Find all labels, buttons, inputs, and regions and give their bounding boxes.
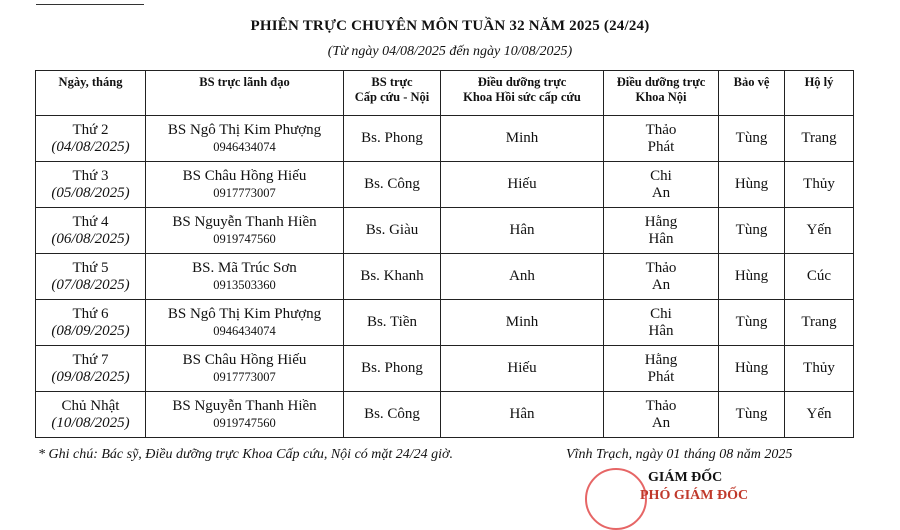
internal-nurse-name-1: Hằng [644, 351, 678, 368]
column-header-line1: Điều dưỡng trực [616, 75, 706, 89]
internal-nurse-name-1: Chi [650, 167, 672, 184]
internal-nurse-name-1: Thảo [645, 259, 677, 276]
icu-nurse-cell [441, 392, 604, 438]
internal-nurse-cell [604, 162, 719, 208]
internal-nurse-name-2: Phát [647, 138, 675, 155]
table-row [36, 208, 854, 254]
table-row [36, 162, 854, 208]
internal-nurse-name-2: Hân [648, 322, 674, 339]
column-header-line1: Hộ lý [804, 75, 834, 89]
date-label: (06/08/2025) [51, 230, 130, 247]
er-doctor-name: Bs. Khanh [360, 268, 424, 284]
orderly-name: Trang [801, 314, 837, 330]
icu-nurse-cell [441, 208, 604, 254]
guard-name: Hùng [734, 360, 769, 376]
leader-doctor-cell [146, 254, 344, 300]
leader-doctor-name: BS Ngô Thị Kim Phượng [167, 305, 322, 322]
internal-nurse-cell [604, 116, 719, 162]
icu-nurse-cell [441, 116, 604, 162]
er-doctor-name: Bs. Công [364, 406, 420, 422]
weekday-label: Chủ Nhật [61, 397, 120, 414]
date-label: (05/08/2025) [51, 184, 130, 201]
guard-cell [719, 208, 785, 254]
orderly-name: Thủy [803, 360, 835, 376]
column-header-line1: BS trực lãnh đạo [199, 75, 290, 89]
er-doctor-cell [344, 346, 441, 392]
table-row [36, 254, 854, 300]
leader-doctor-cell [146, 116, 344, 162]
leader-doctor-phone: 0919747560 [213, 415, 276, 430]
guard-cell [719, 346, 785, 392]
table-header-row [36, 71, 854, 116]
orderly-cell [785, 392, 854, 438]
internal-nurse-name-1: Hằng [644, 213, 678, 230]
place-date: Vĩnh Trạch, ngày 01 tháng 08 năm 2025 [566, 447, 793, 462]
icu-nurse-cell [441, 346, 604, 392]
column-header-line2: Khoa Hồi sức cấp cứu [463, 90, 581, 104]
orderly-cell [785, 346, 854, 392]
table-row [36, 346, 854, 392]
column-header [36, 71, 146, 116]
top-left-field-line [36, 0, 144, 5]
column-header-line1: Ngày, tháng [58, 75, 123, 89]
guard-name: Hùng [734, 268, 769, 284]
internal-nurse-name-1: Chi [650, 305, 672, 322]
internal-nurse-name-1: Thảo [645, 397, 677, 414]
column-header [146, 71, 344, 116]
table-row [36, 392, 854, 438]
er-doctor-name: Bs. Công [364, 176, 420, 192]
weekday-label: Thứ 3 [72, 167, 109, 184]
column-header [604, 71, 719, 116]
guard-cell [719, 254, 785, 300]
guard-name: Tùng [735, 406, 768, 422]
orderly-name: Thủy [803, 176, 835, 192]
er-doctor-name: Bs. Tiền [366, 314, 418, 330]
icu-nurse-name: Hiếu [507, 176, 537, 192]
internal-nurse-name-1: Thảo [645, 121, 677, 138]
page-subtitle: (Từ ngày 04/08/2025 đến ngày 10/08/2025) [327, 44, 573, 59]
er-doctor-cell [344, 208, 441, 254]
table-row [36, 300, 854, 346]
internal-nurse-name-2: An [651, 276, 671, 293]
orderly-cell [785, 162, 854, 208]
icu-nurse-name: Anh [509, 268, 535, 284]
signature-subtitle: PHÓ GIÁM ĐỐC [640, 488, 749, 503]
er-doctor-name: Bs. Phong [361, 360, 423, 376]
column-header-line2: Khoa Nội [635, 90, 687, 104]
leader-doctor-cell [146, 392, 344, 438]
er-doctor-cell [344, 254, 441, 300]
guard-cell [719, 162, 785, 208]
column-header [719, 71, 785, 116]
weekday-label: Thứ 4 [72, 213, 109, 230]
leader-doctor-phone: 0917773007 [213, 369, 276, 384]
leader-doctor-cell [146, 300, 344, 346]
date-cell [36, 254, 146, 300]
internal-nurse-cell [604, 392, 719, 438]
orderly-cell [785, 208, 854, 254]
guard-name: Hùng [734, 176, 769, 192]
internal-nurse-name-2: Phát [647, 368, 675, 385]
date-cell [36, 346, 146, 392]
icu-nurse-cell [441, 254, 604, 300]
leader-doctor-name: BS Châu Hồng Hiếu [182, 351, 307, 368]
er-doctor-name: Bs. Phong [361, 130, 423, 146]
guard-cell [719, 392, 785, 438]
column-header-line2: Cấp cứu - Nội [354, 90, 430, 104]
orderly-cell [785, 300, 854, 346]
guard-name: Tùng [735, 222, 768, 238]
leader-doctor-phone: 0913503360 [213, 277, 276, 292]
column-header [441, 71, 604, 116]
icu-nurse-name: Hân [509, 222, 535, 238]
orderly-name: Cúc [806, 268, 832, 284]
orderly-cell [785, 254, 854, 300]
icu-nurse-name: Hân [509, 406, 535, 422]
weekday-label: Thứ 6 [72, 305, 109, 322]
leader-doctor-name: BS. Mã Trúc Sơn [192, 259, 297, 276]
er-doctor-cell [344, 162, 441, 208]
internal-nurse-cell [604, 300, 719, 346]
leader-doctor-phone: 0917773007 [213, 185, 276, 200]
table-row [36, 116, 854, 162]
icu-nurse-name: Hiếu [507, 360, 537, 376]
leader-doctor-cell [146, 208, 344, 254]
icu-nurse-name: Minh [505, 314, 539, 330]
date-cell [36, 116, 146, 162]
column-header [785, 71, 854, 116]
column-header-line1: BS trực [371, 75, 413, 89]
duty-roster-table [35, 70, 854, 438]
weekday-label: Thứ 7 [72, 351, 109, 368]
weekday-label: Thứ 2 [72, 121, 109, 138]
date-cell [36, 392, 146, 438]
date-label: (10/08/2025) [51, 414, 130, 431]
internal-nurse-name-2: Hân [648, 230, 674, 247]
guard-cell [719, 300, 785, 346]
er-doctor-name: Bs. Giàu [365, 222, 419, 238]
date-cell [36, 300, 146, 346]
er-doctor-cell [344, 392, 441, 438]
internal-nurse-name-2: An [651, 184, 671, 201]
leader-doctor-name: BS Nguyễn Thanh Hiền [172, 397, 317, 414]
leader-doctor-cell [146, 346, 344, 392]
date-cell [36, 162, 146, 208]
leader-doctor-name: BS Ngô Thị Kim Phượng [167, 121, 322, 138]
er-doctor-cell [344, 116, 441, 162]
orderly-name: Yến [806, 406, 832, 422]
footnote: * Ghi chú: Bác sỹ, Điều dưỡng trực Khoa Cấp cứu, Nội có mặt 24/24 giờ. [38, 447, 454, 462]
date-label: (09/08/2025) [51, 368, 130, 385]
date-label: (07/08/2025) [51, 276, 130, 293]
guard-name: Tùng [735, 314, 768, 330]
leader-doctor-phone: 0946434074 [213, 139, 276, 154]
leader-doctor-phone: 0919747560 [213, 231, 276, 246]
leader-doctor-phone: 0946434074 [213, 323, 276, 338]
guard-name: Tùng [735, 130, 768, 146]
date-label: (04/08/2025) [51, 138, 130, 155]
guard-cell [719, 116, 785, 162]
icu-nurse-cell [441, 300, 604, 346]
orderly-cell [785, 116, 854, 162]
er-doctor-cell [344, 300, 441, 346]
signature-title: GIÁM ĐỐC [648, 470, 723, 485]
icu-nurse-cell [441, 162, 604, 208]
orderly-name: Yến [806, 222, 832, 238]
column-header [344, 71, 441, 116]
internal-nurse-cell [604, 254, 719, 300]
icu-nurse-name: Minh [505, 130, 539, 146]
internal-nurse-cell [604, 208, 719, 254]
internal-nurse-name-2: An [651, 414, 671, 431]
page-title: PHIÊN TRỰC CHUYÊN MÔN TUẦN 32 NĂM 2025 (24/24) [250, 18, 650, 34]
date-label: (08/09/2025) [51, 322, 130, 339]
leader-doctor-name: BS Nguyễn Thanh Hiền [172, 213, 317, 230]
weekday-label: Thứ 5 [72, 259, 109, 276]
column-header-line1: Bảo vệ [733, 75, 770, 89]
internal-nurse-cell [604, 346, 719, 392]
date-cell [36, 208, 146, 254]
orderly-name: Trang [801, 130, 837, 146]
leader-doctor-cell [146, 162, 344, 208]
official-seal-stamp [585, 468, 647, 530]
column-header-line1: Điều dưỡng trực [477, 75, 567, 89]
leader-doctor-name: BS Châu Hồng Hiếu [182, 167, 307, 184]
